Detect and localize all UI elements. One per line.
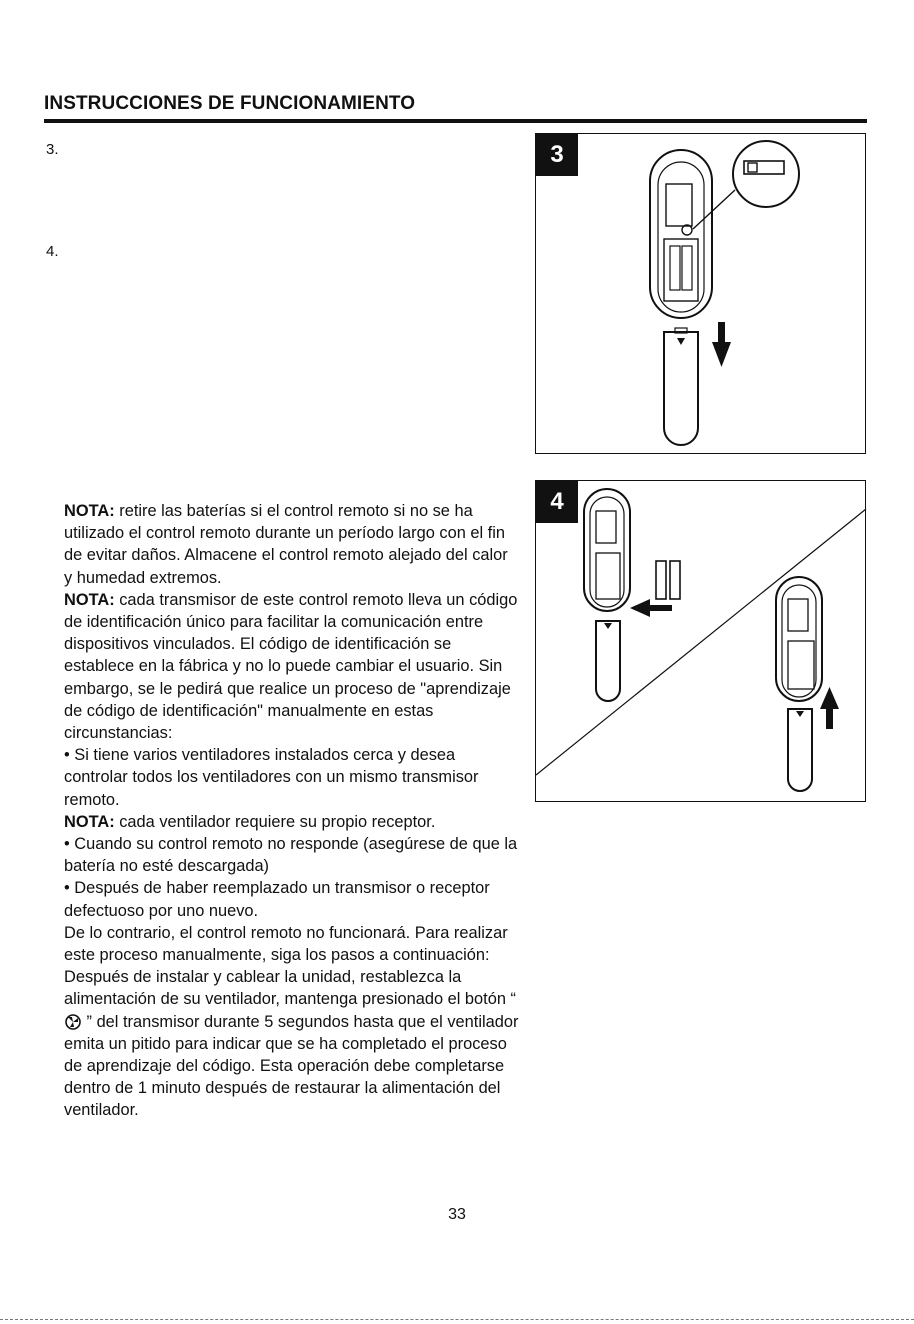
step-number-3: 3. <box>46 141 59 158</box>
note-text: retire las baterías si el control remoto si no se ha utilizado el control remoto durante un período largo con el fin de evitar daños. Almacene el control remoto alejado del calor y humedad extremos. <box>64 502 508 587</box>
title-rule <box>44 119 867 123</box>
paragraph-part: Después de instalar y cablear la unidad, restablezca la alimentación de su ventilador, mantenga presionado el botón “ <box>64 968 516 1009</box>
page-title: INSTRUCCIONES DE FUNCIONAMIENTO <box>44 93 416 114</box>
figure-badge: 3 <box>536 134 578 176</box>
note-label: NOTA: <box>64 812 115 831</box>
note-label: NOTA: <box>64 502 115 520</box>
bullet-item: • Si tiene varios ventiladores instalados cerca y desea controlar todos los ventiladores con un mismo transmisor remoto. <box>64 746 479 809</box>
fan-icon <box>64 1014 82 1030</box>
instructions-body <box>64 500 520 1122</box>
paragraph-learn-code <box>64 966 520 1121</box>
page-number: 33 <box>448 1206 466 1223</box>
bullet-item: • Cuando su control remoto no responde (asegúrese de que la batería no esté descargada) <box>64 835 518 876</box>
paragraph-part: ” del transmisor durante 5 segundos hasta que el ventilador emita un pitido para indicar que se ha completado el proceso de aprendizaje del código. Esta operación debe completarse dentro de 1 minuto después de restaurar la alimentación del ventilador. <box>64 1012 519 1120</box>
note-paragraph-1 <box>64 500 520 589</box>
note-paragraph-2 <box>64 589 520 744</box>
figure-step-4 <box>535 480 866 802</box>
note-text: cada ventilador requiere su propio receptor. <box>114 812 436 831</box>
figure-badge: 4 <box>536 481 578 523</box>
note-label: NOTA: <box>64 590 115 609</box>
footer-divider <box>0 1319 914 1320</box>
bullet-item: • Después de haber reemplazado un transmisor o receptor defectuoso por uno nuevo. <box>64 879 490 920</box>
remote-battery-removal-illustration <box>536 134 867 455</box>
battery-insertion-illustration <box>536 481 867 803</box>
paragraph: De lo contrario, el control remoto no funcionará. Para realizar este proceso manualmente, siga los pasos a continuación: <box>64 923 508 965</box>
step-number-4: 4. <box>46 243 59 260</box>
figure-step-3 <box>535 133 866 454</box>
note-paragraph-3 <box>64 811 520 833</box>
note-text: cada transmisor de este control remoto lleva un código de identificación único para facilitar la comunicación entre dispositivos vinculados. El código de identificación se establece en la fábrica y no lo puede cambiar el usuario. Sin embargo, se le pedirá que realice un proceso de "aprendizaje de código de identificación" manualmente en estas circunstancias: <box>64 590 518 743</box>
